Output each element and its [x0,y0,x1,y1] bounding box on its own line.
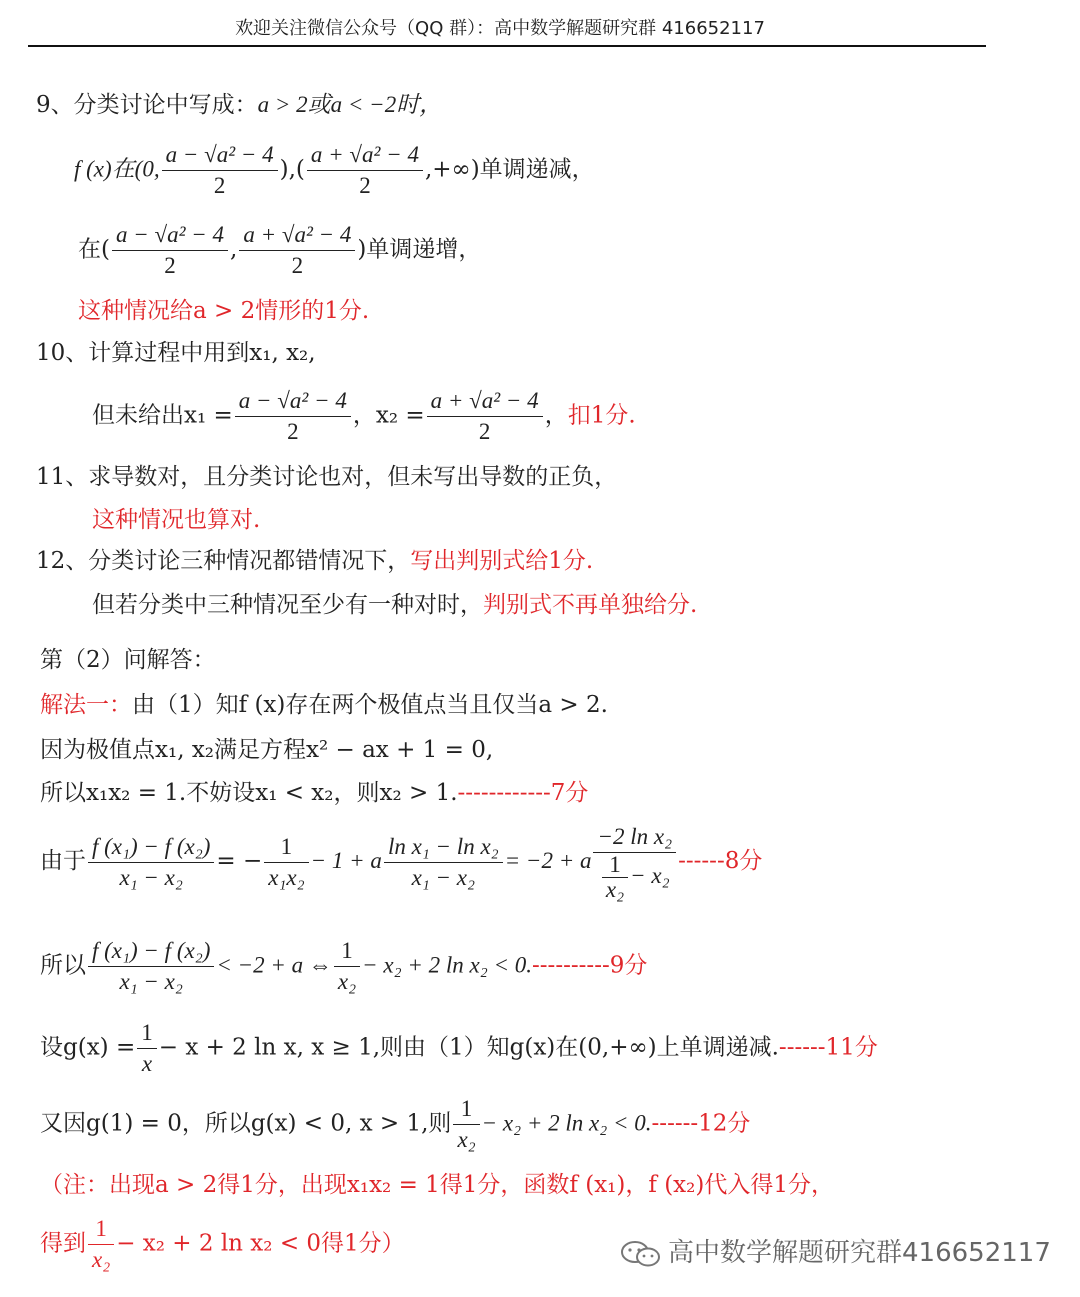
page-header: 欢迎关注微信公众号（QQ 群）：高中数学解题研究群 416652117 [235,18,765,39]
item9-frac-minus [162,140,278,201]
item10-deduct: 扣1分. [567,402,636,429]
item12-label: 12、分类讨论三种情况都错情况下， [36,548,411,574]
part2-line5 [40,936,647,997]
frac-denominator: x₂ [92,1247,111,1272]
part2-note-line1: （注：出现a > 2得1分，出现x₁x₂ = 1得1分，函数f (x₁)，f (x₂)代入得1分， [40,1172,834,1198]
score-7: ------------7分 [457,780,589,806]
line4-eq2: − 1 + a [310,848,382,873]
item9-interval-suffix: ,+∞)单调递减， [424,156,595,183]
line5-frac1 [88,936,214,997]
frac-denominator: 2 [478,419,491,444]
part2-line7 [40,1094,750,1155]
item12-text2: 但若分类中三种情况至少有一种对时， [92,592,483,618]
line4-prefix: 由于 [40,848,86,874]
frac-denominator: x₂ [457,1127,476,1152]
nested-tail: − x₂ [630,862,670,888]
frac-denominator: 2 [164,253,176,278]
item10-label: 10、计算过程中用到x₁, x₂, [36,340,316,366]
nested-frac [602,853,628,902]
item9-mid: ),( [279,156,305,183]
frac-numerator: 1 [602,853,628,878]
score-12: ------12分 [651,1110,751,1137]
item9-inc-suffix: )单调递增， [357,236,482,263]
frac-numerator: ln x₁ − ln x₂ [384,832,503,863]
frac-denominator: 2 [359,173,371,198]
frac-numerator: a − √a² − 4 [235,386,351,417]
item9-line1 [36,90,442,120]
method-label: 解法一： [40,692,132,718]
line7-prefix: 又因g(1) = 0，所以g(x) < 0, x > 1,则 [40,1110,452,1137]
frac-numerator: 1 [453,1094,479,1125]
frac-denominator: x₁ − x₂ [411,864,476,890]
part2-line1 [40,690,608,720]
item10-frac1 [235,386,351,447]
item9-line3 [78,220,481,281]
frac-denominator: x₁x₂ [268,864,305,890]
score-8: ------8分 [678,848,763,874]
line7-frac [453,1094,479,1155]
line4-frac3 [384,832,503,893]
line4-frac4 [593,822,676,902]
line6-prefix: 设g(x) = [40,1034,136,1061]
part2-line4 [40,822,762,902]
frac-denominator: x [141,1051,153,1076]
item9-interval-prefix: f (x)在(0, [74,156,160,182]
part2-line3 [40,778,588,808]
note-frac [88,1214,114,1275]
frac-numerator: 1 [88,1214,114,1245]
watermark-text: 高中数学解题研究群416652117 [668,1238,1051,1268]
item10-text2: ，x₂ = [352,402,425,429]
frac-numerator: −2 ln x₂ [593,822,676,853]
line5-frac2 [334,936,360,997]
item9-comma: , [230,236,238,263]
line5-tail: − x₂ + 2 ln x₂ < 0. [362,952,533,978]
line4-frac2 [264,832,308,893]
item9-frac-plus [307,140,423,201]
frac-denominator: 2 [213,173,226,198]
line4-frac1 [88,832,214,893]
item12-note1: 写出判别式给1分. [410,548,594,574]
line3-text: 所以x₁x₂ = 1.不妨设x₁ < x₂，则x₂ > 1. [40,780,458,806]
frac-denominator: x₁ − x₂ [119,864,183,890]
frac-numerator: 1 [137,1018,157,1049]
frac-numerator: 1 [264,832,308,863]
frac-numerator: a + √a² − 4 [239,220,355,251]
watermark [620,1232,1051,1269]
item10-frac2 [427,386,543,447]
item9-label: 9、分类讨论中写成： [36,92,258,118]
header-rule [28,45,986,47]
item10-sep: ， [544,402,568,429]
note-prefix: 得到 [40,1230,86,1257]
item12-line1 [36,546,593,576]
part2-title: 第（2）问解答： [40,647,216,673]
frac-numerator: a + √a² − 4 [427,386,543,417]
item11-note: 这种情况也算对. [92,507,261,533]
item9-inc-prefix: 在( [78,236,110,263]
score-9: ----------9分 [532,952,648,979]
line6-frac [137,1018,157,1079]
item11-label: 11、求导数对，且分类讨论也对，但未写出导数的正负， [36,464,618,490]
frac-denominator: x₂ [605,877,625,902]
line7-tail: − x₂ + 2 ln x₂ < 0. [481,1110,652,1136]
line4-eq3: = −2 + a [504,848,592,873]
method-text: 由（1）知f (x)存在两个极值点当且仅当a > 2. [132,692,608,718]
note-tail: − x₂ + 2 ln x₂ < 0得1分） [116,1230,405,1257]
frac-numerator: a − √a² − 4 [112,220,228,251]
frac-numerator: 1 [334,936,360,967]
wechat-icon [620,1239,662,1269]
frac-numerator: f (x₁) − f (x₂) [88,832,214,863]
item9-inc-frac-minus [112,220,228,281]
item12-line2 [92,590,697,620]
part2-note-line2 [40,1214,405,1275]
item10-text1: 但未给出x₁ = [92,402,233,429]
frac-numerator: a + √a² − 4 [307,140,423,171]
frac-denominator [593,853,676,902]
frac-denominator: x₂ [337,969,357,994]
item9-note: 这种情况给a > 2情形的1分. [78,298,370,324]
part2-line2: 因为极值点x₁, x₂满足方程x² − ax + 1 = 0, [40,737,494,763]
line6-tail: − x + 2 ln x, x ≥ 1,则由（1）知g(x)在(0,+∞)上单调递减. [158,1034,779,1061]
item12-note2: 判别式不再单独给分. [483,592,698,618]
item9-line2 [74,140,595,201]
frac-denominator: x₁ − x₂ [119,969,183,994]
item9-cond: a > 2或a < −2时， [257,92,443,117]
score-11: ------11分 [778,1034,878,1061]
item9-inc-frac-plus [239,220,355,281]
line5-prefix: 所以 [40,952,86,979]
line4-eq1: = − [216,848,263,874]
frac-denominator: 2 [287,419,299,444]
line5-mid: < −2 + a ⇔ [216,952,332,978]
part2-line6 [40,1018,878,1079]
frac-numerator: f (x₁) − f (x₂) [88,936,214,967]
frac-denominator: 2 [291,253,304,278]
frac-numerator: a − √a² − 4 [162,140,278,171]
item10-line2 [92,386,636,447]
